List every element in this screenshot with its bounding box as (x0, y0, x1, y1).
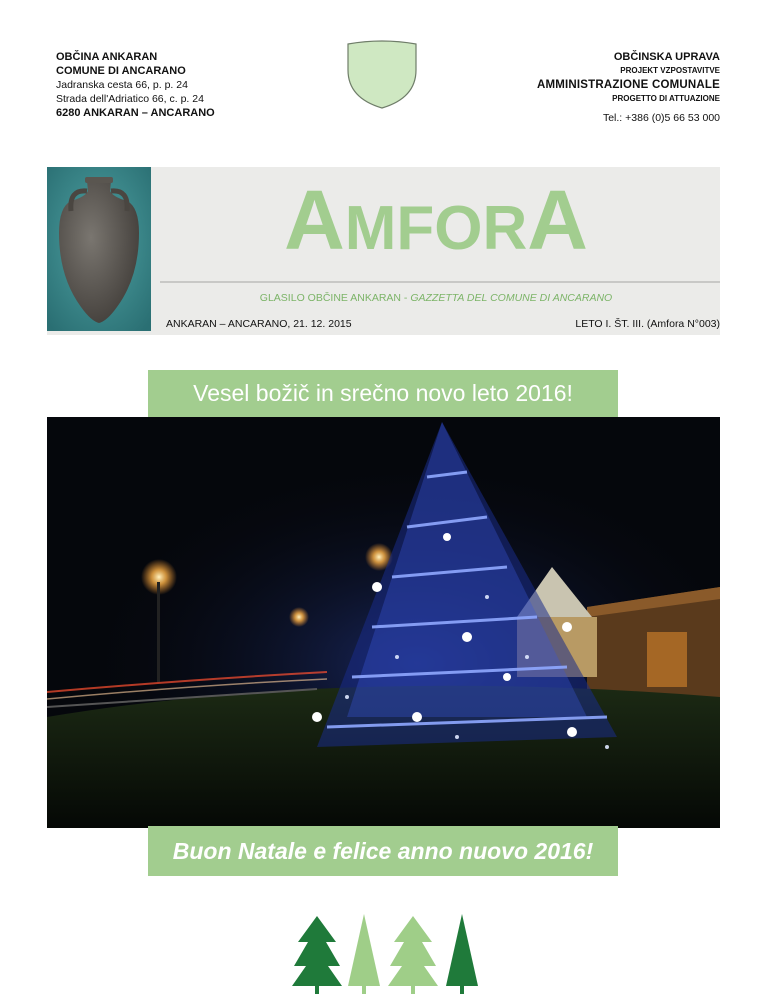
greeting-slovene: Vesel božič in srečno novo leto 2016! (148, 370, 618, 417)
title-middle: MFOR (344, 194, 528, 263)
greeting-italian: Buon Natale e felice anno nuovo 2016! (148, 826, 618, 876)
subtitle-italian: GAZZETTA DEL COMUNE DI ANCARANO (410, 292, 613, 304)
cypress-tree-dark-icon (446, 914, 478, 994)
address-sl: Jadranska cesta 66, p. p. 24 (56, 79, 188, 91)
title-initial: A (284, 173, 345, 267)
newsletter-subtitle (152, 292, 720, 304)
administration-name-sl: OBČINSKA UPRAVA (613, 51, 720, 63)
cypress-tree-icon (348, 914, 380, 994)
administration-name-it: AMMINISTRAZIONE COMUNALE (536, 79, 720, 91)
municipality-name-it: COMUNE DI ANCARANO (56, 65, 186, 77)
phone-number: Tel.: +386 (0)5 66 53 000 (602, 112, 720, 124)
fir-tree-light-icon (388, 916, 438, 994)
amphora-photo (47, 167, 151, 331)
newsletter-title (152, 173, 720, 267)
title-divider (160, 281, 720, 283)
address-it: Strada dell'Adriatico 66, c. p. 24 (56, 93, 204, 105)
municipality-address-block (56, 50, 316, 120)
project-name-sl: PROJEKT VZPOSTAVITVE (620, 66, 720, 75)
christmas-tree-photo (47, 417, 720, 828)
issue-number: LETO I. ŠT. III. (Amfora N°003) (575, 318, 720, 330)
issue-date: ANKARAN – ANCARANO, 21. 12. 2015 (166, 318, 352, 330)
administration-block (420, 50, 720, 126)
project-name-it: PROGETTO DI ATTUAZIONE (612, 94, 720, 103)
coat-of-arms-icon (342, 40, 422, 110)
fir-tree-icon (292, 916, 342, 994)
title-final: A (527, 173, 588, 267)
postal-code: 6280 ANKARAN – ANCARANO (56, 107, 215, 119)
subtitle-slovene: GLASILO OBČINE ANKARAN - (259, 292, 411, 304)
municipality-name-sl: OBČINA ANKARAN (56, 51, 158, 63)
tree-row-icon (292, 914, 482, 994)
